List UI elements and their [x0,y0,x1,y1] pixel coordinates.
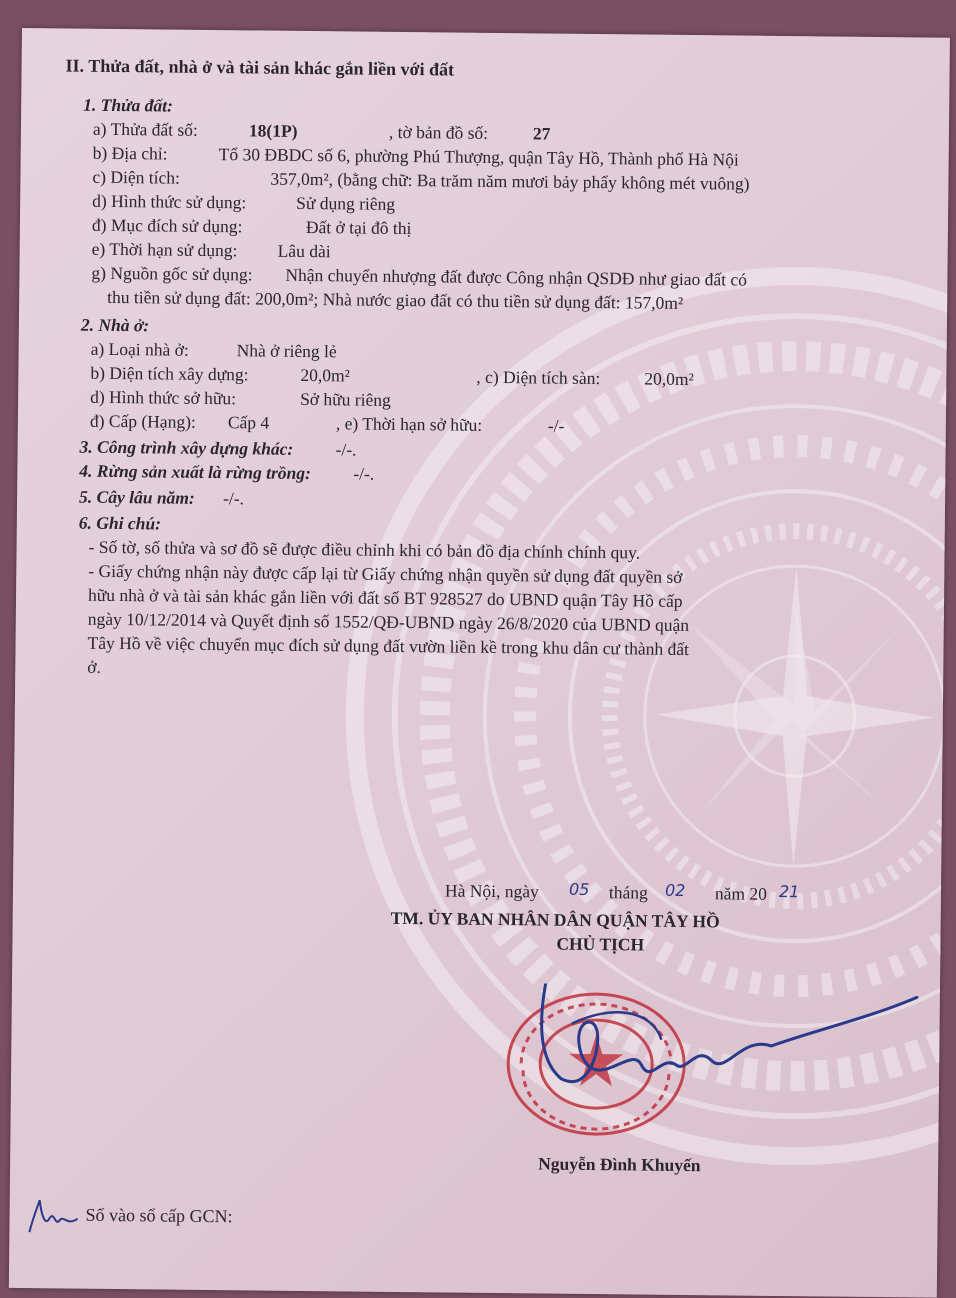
date-month: 02 [664,880,686,900]
origin-line-2: thu tiền sử dụng đất: 200,0m²; Nhà nước giao đất có thu tiền sử dụng đất: 157,0m² [107,286,684,313]
date-year-label: năm 20 [714,883,768,904]
notes-heading: 6. Ghi chú: [78,512,162,534]
term-value: Lâu dài [277,240,331,262]
grade-label: đ) Cấp (Hạng): [89,410,196,432]
signer-title: CHỦ TỊCH [556,933,645,955]
notes-line-2: - Giấy chứng nhận này được cấp lại từ Giấy chứng nhận quyền sử dụng đất quyền sở [88,560,683,587]
use-form-label: d) Hình thức sử dụng: [92,190,247,213]
build-area-value: 20,0m² [300,364,350,386]
handwritten-signature [511,983,932,1127]
perennial-value: -/-. [222,488,245,509]
grade-value: Cấp 4 [227,412,270,433]
purpose-value: Đất ở tại đô thị [305,216,412,239]
area-value: 357,0m², (bằng chữ: Ba trăm năm mươi bảy phẩy không mét vuông) [270,168,750,194]
parcel-no: 18(1P) [248,120,298,141]
house-type-value: Nhà ở riêng lẻ [236,340,337,362]
registry-label: Số vào sổ cấp GCN: [85,1204,233,1227]
certificate-page [9,28,950,1298]
date-month-label: tháng [608,882,648,903]
map-label: , tờ bản đồ số: [388,121,489,143]
map-no: 27 [532,123,551,144]
construction-value: -/-. [335,439,357,460]
ownership-label: d) Hình thức sở hữu: [90,386,237,409]
build-area-label: b) Diện tích xây dựng: [90,362,249,385]
area-label: c) Diện tích: [92,166,181,188]
date-year-suffix: 21 [778,881,800,902]
notes-line-5: Tây Hồ về việc chuyển mục đích sử dụng đất vườn liền kề trong khu dân cư thành đất [87,632,690,660]
house-heading: 2. Nhà ở: [80,314,150,336]
term-label: e) Thời hạn sử dụng: [91,238,238,261]
section-title: II. Thửa đất, nhà ở và tài sản khác gắn liền với đất [65,55,455,80]
origin-label: g) Nguồn gốc sử dụng: [91,262,253,285]
forest-heading: 4. Rừng sản xuất là rừng trồng: [79,460,311,484]
date-day: 05 [568,879,590,899]
own-term-label: , e) Thời hạn sở hữu: [335,413,483,435]
own-term-value: -/- [547,415,565,436]
purpose-label: đ) Mục đích sử dụng: [91,214,243,237]
perennial-heading: 5. Cây lâu năm: [78,486,195,508]
use-form-value: Sử dụng riêng [296,192,396,214]
notes-line-3: hữu nhà ở và tài sản khác gắn liền với đất số BT 928527 do UBND quận Tây Hồ cấp [87,584,683,611]
address-label: b) Địa chỉ: [92,142,168,164]
signing-organization: TM. ỦY BAN NHÂN DÂN QUẬN TÂY HỒ [390,907,720,932]
address-value: Tổ 30 ĐBDC số 6, phường Phú Thượng, quận Tây Hồ, Thành phố Hà Nội [218,144,739,170]
notes-line-1: - Số tờ, số thửa và sơ đồ sẽ được điều chỉnh khi có bản đồ địa chính chính quy. [88,536,641,563]
forest-value: -/-. [353,463,375,484]
floor-area-label: , c) Diện tích sàn: [476,366,601,389]
notes-line-6: ở. [87,656,102,677]
date-place-prefix: Hà Nội, ngày [444,880,539,902]
origin-line-1: Nhận chuyển nhượng đất được Công nhận QSDĐ như giao đất có [285,264,748,290]
signer-name: Nguyễn Đình Khuyến [538,1153,701,1176]
floor-area-value: 20,0m² [644,368,694,390]
land-heading: 1. Thửa đất: [83,94,174,116]
construction-heading: 3. Công trình xây dựng khác: [79,436,294,459]
parcel-label: a) Thửa đất số: [92,118,198,140]
initials-mark [25,1196,81,1237]
ownership-value: Sở hữu riêng [300,388,391,410]
house-type-label: a) Loại nhà ở: [90,338,189,360]
notes-line-4: ngày 10/12/2014 và Quyết định số 1552/QĐ-UBND ngày 26/8/2020 của UBND quận [87,608,690,636]
